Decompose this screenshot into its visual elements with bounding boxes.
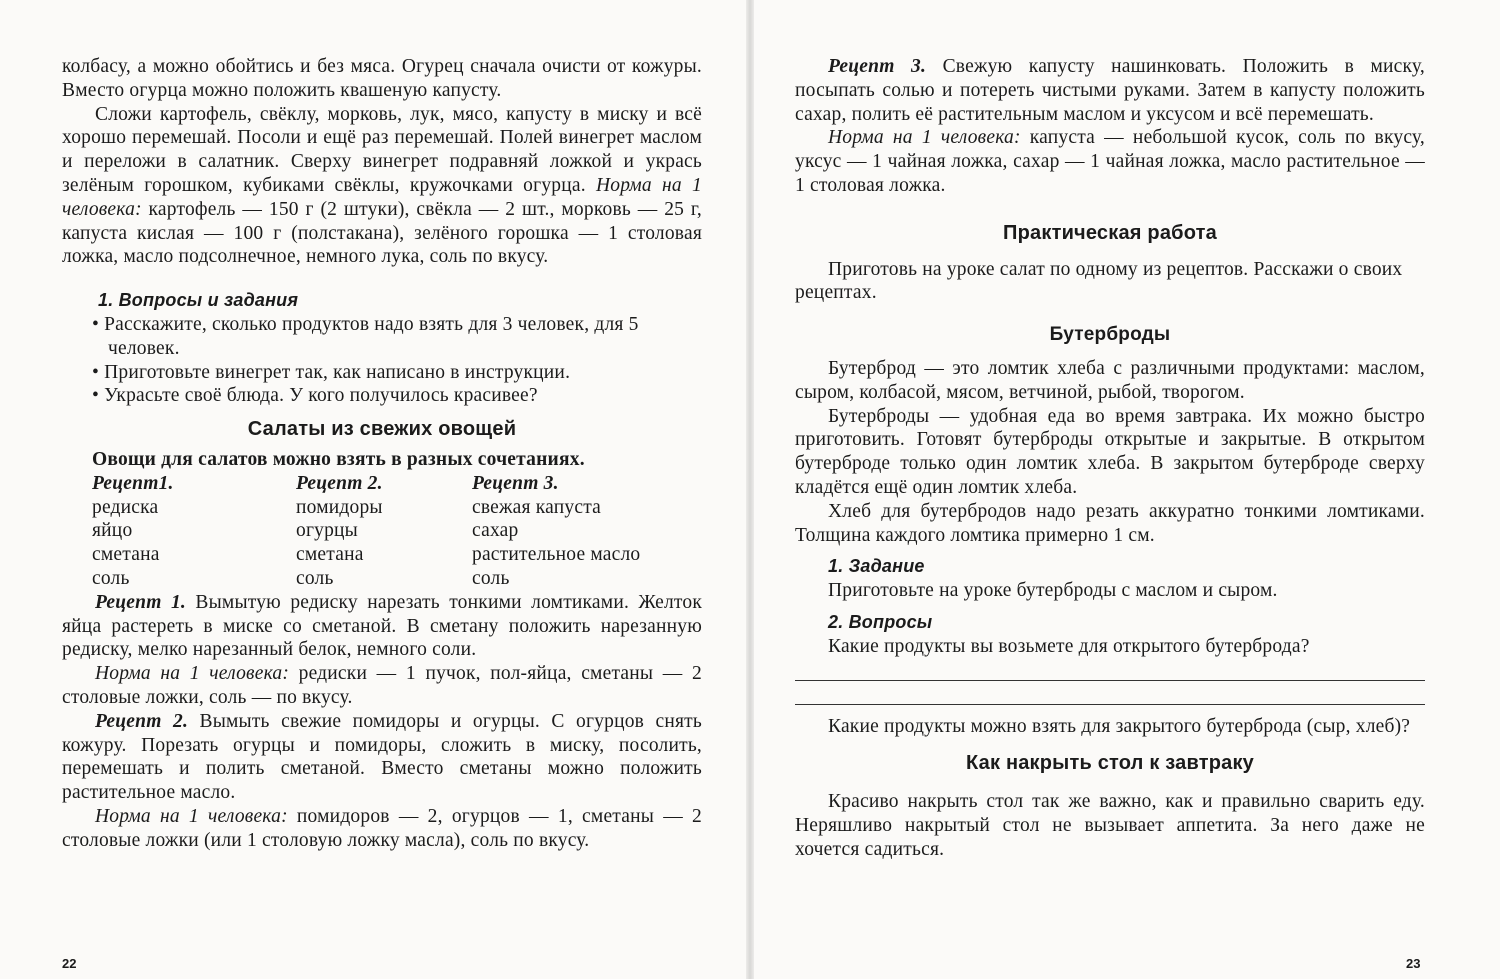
table-cell: редиска	[92, 496, 159, 518]
right-page	[750, 0, 1500, 979]
table-cell: сметана	[296, 544, 364, 566]
table-header: Рецепт 3.	[472, 472, 559, 494]
norm-label: Норма на 1 человека:	[828, 127, 1021, 149]
practical-text: Приготовь на уроке салат по одному из рецептов. Расскажи о своих рецептах.	[795, 258, 1403, 304]
practical-title: Практическая работа	[1003, 221, 1217, 244]
list-item: • Украсьте своё блюда. У кого получилось красивее?	[92, 384, 702, 408]
table-cell: помидоры	[296, 496, 383, 518]
table-cell: огурцы	[296, 520, 358, 542]
table-cell: растительное масло	[472, 544, 641, 566]
recipes-table	[92, 472, 702, 591]
paragraph	[62, 591, 702, 662]
list-item: • Приготовьте винегрет так, как написано в инструкции.	[92, 361, 702, 385]
paragraph	[62, 805, 702, 853]
paragraph: Красиво накрыть стол так же важно, как и правильно сварить еду. Неряшливо накрытый стол не вызывает аппетита. За него даже не хочется садиться.	[795, 791, 1425, 860]
question-text: Какие продукты вы возьмете для открытого бутерброда?	[828, 635, 1310, 657]
table-cell: соль	[92, 567, 130, 589]
paragraph: Хлеб для бутербродов надо резать аккуратно тонкими ломтиками. Толщина каждого ломтика примерно 1 см.	[795, 500, 1425, 546]
paragraph: Бутерброд — это ломтик хлеба с различными продуктами: маслом, сыром, колбасой, мясом, ветчиной, рыбой, творогом.	[795, 357, 1425, 403]
text: Вымыть свежие помидоры и огурцы. С огурцов снять кожуру. Порезать огурцы и помидоры, сложить в миску, посолить, перемешать и полить сметаной. Вместо сметаны можно положить растительное масло.	[62, 710, 702, 804]
list-item: • Расскажите, сколько продуктов надо взять для 3 человек, для 5 человек.	[92, 313, 702, 361]
text: Вымытую редиску нарезать тонкими ломтиками. Желток яйца растереть в миске со сметаной. В сметану положить нарезанную редиску, мелко нарезанный белок, немного соли.	[62, 591, 702, 661]
sandwich-title: Бутерброды	[1049, 324, 1171, 346]
text: редиски — 1 пучок, пол-яйца, сметаны — 2 столовые ложки, соль — по вкусу.	[62, 663, 702, 708]
left-column	[62, 55, 702, 853]
norm-label: Норма на 1 человека:	[62, 174, 702, 220]
table-cell: соль	[472, 567, 510, 589]
recipe-label: Рецепт 3.	[828, 56, 927, 77]
questions-heading: 2. Вопросы	[828, 611, 933, 632]
questions-heading: 1. Вопросы и задания	[98, 290, 299, 311]
questions-list	[62, 313, 702, 408]
table-cell: сметана	[92, 544, 160, 566]
paragraph	[62, 710, 702, 805]
paragraph: Бутерброды — удобная еда во время завтрака. Их можно быстро приготовить. Готовят бутерброды открытые и закрытые. В открытом бутерброде только один ломтик хлеба. В закрытом бутерброде сверху кладётся ещё один ломтик хлеба.	[795, 405, 1425, 498]
right-column	[795, 55, 1425, 862]
table-header: Рецепт1.	[92, 472, 174, 494]
recipe-label: Рецепт 1.	[95, 591, 186, 613]
paragraph	[795, 126, 1425, 197]
text: Свежую капусту нашинковать. Положить в миску, посыпать солью и потереть чистыми руками. Затем в капусту положить сахар, полить её растительным маслом и уксусом и всё перемешать.	[795, 56, 1425, 125]
task-text: Приготовьте на уроке бутерброды с маслом и сыром.	[828, 580, 1278, 602]
table-cell: яйцо	[92, 520, 133, 542]
table-setting-title: Как накрыть стол к завтраку	[966, 752, 1254, 775]
recipe-label: Рецепт 2.	[95, 710, 189, 732]
page-number: 23	[1406, 956, 1421, 971]
task-heading: 1. Задание	[828, 556, 925, 577]
text: помидоров — 2, огурцов — 1, сметаны — 2 столовые ложки (или 1 столовую ложку масла), соль по вкусу.	[62, 805, 702, 851]
table-header: Рецепт 2.	[296, 472, 383, 494]
paragraph: колбасу, а можно обойтись и без мяса. Огурец сначала очисти от кожуры. Вместо огурца можно положить квашеную капусту.	[62, 56, 702, 101]
table-cell: соль	[296, 567, 334, 589]
table-cell: сахар	[472, 520, 519, 542]
text: Сложи картофель, свёклу, морковь, лук, мясо, капусту в миску и всё хорошо перемешай. Посоли и ещё раз перемешай. Полей винегрет маслом и переложи в салатник. Сверху винегрет подравняй ложкой и укрась зелёным горошком, кубиками свёклы, кружочками огурца.	[62, 103, 702, 196]
page-number: 22	[62, 956, 77, 971]
paragraph	[795, 55, 1425, 126]
paragraph	[62, 103, 702, 270]
text: капуста — небольшой кусок, соль по вкусу, уксус — 1 чайная ложка, сахар — 1 чайная ложка, масло растительное — 1 столовая ложка.	[795, 127, 1425, 196]
text: картофель — 150 г (2 штуки), свёкла — 2 шт., морковь — 25 г, капуста кислая — 100 г (полстакана), зелёного горошка — 1 столовая ложка, масло подсолнечное, немного лука, соль по вкусу.	[62, 198, 702, 268]
table-cell: свежая капуста	[472, 496, 602, 518]
norm-label: Норма на 1 человека:	[95, 663, 290, 685]
section-title: Салаты из свежих овощей	[247, 418, 517, 441]
norm-label: Норма на 1 человека:	[95, 805, 288, 827]
paragraph	[62, 662, 702, 710]
intro-text: Овощи для салатов можно взять в разных сочетаниях.	[92, 448, 585, 470]
question-text: Какие продукты можно взять для закрытого бутерброда (сыр, хлеб)?	[828, 715, 1411, 737]
